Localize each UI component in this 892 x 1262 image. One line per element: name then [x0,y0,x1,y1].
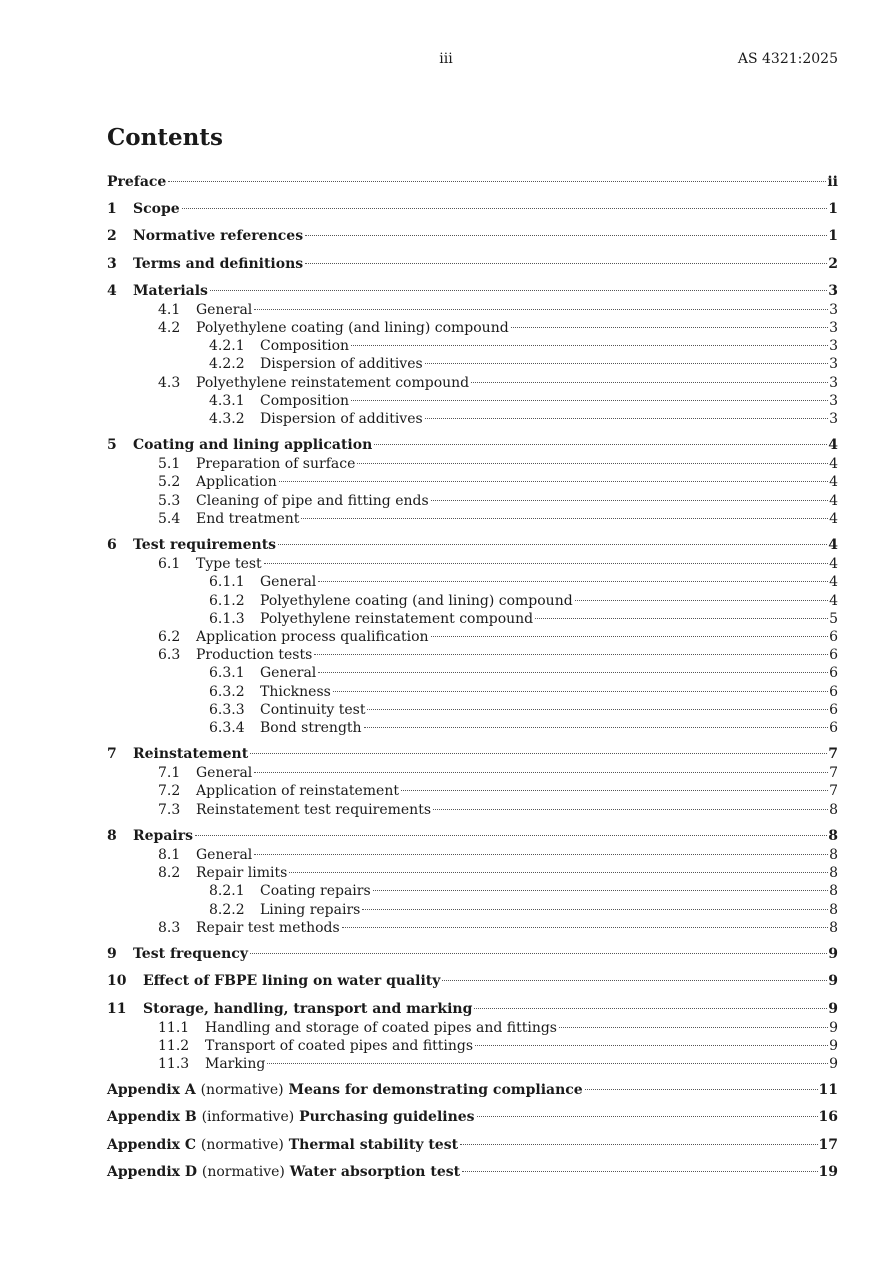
appendix-label: Appendix A [107,1082,196,1099]
toc-entry[interactable] [107,1108,838,1127]
toc-entry-page: 3 [829,319,838,336]
dot-leader [351,400,828,401]
toc-entry[interactable] [107,455,838,473]
toc-entry-page: 8 [829,901,838,918]
toc-entry-page: 9 [828,973,838,990]
toc-entry-title: Storage, handling, transport and marking [143,1000,473,1017]
toc-entry-page: 16 [818,1109,838,1126]
toc-entry[interactable] [107,610,838,628]
toc-entry-page: 4 [829,592,838,609]
toc-entry[interactable] [107,392,838,410]
page-number: iii [439,51,453,67]
toc-entry-title: Cleaning of pipe and fitting ends [196,492,429,509]
dot-leader [250,753,827,754]
toc-entry-page: 7 [828,746,838,763]
toc-entry-page: 9 [829,1019,838,1036]
toc-entry-number: 6.1.2 [209,592,245,609]
toc-entry-page: 19 [818,1163,838,1180]
toc-entry-title: Repairs [133,828,193,844]
toc-entry-number: 5.1 [158,456,181,473]
toc-entry[interactable] [107,1163,838,1182]
dot-leader [195,835,827,836]
toc-entry-page: 2 [828,255,838,272]
toc-entry-title: Polyethylene coating (and lining) compound [196,319,509,336]
dot-leader [357,463,828,464]
appendix-type: (normative) [200,1082,284,1099]
toc-entry[interactable] [107,282,838,301]
toc-entry-number: 11.2 [158,1037,190,1054]
toc-entry-page: 3 [829,301,838,318]
toc-entry[interactable] [107,945,838,964]
toc-entry[interactable] [107,782,838,800]
toc-entry-page: 3 [829,356,838,373]
toc-entry[interactable] [107,764,838,782]
toc-entry-number: 4 [107,282,117,299]
toc-entry-page: 4 [829,510,838,527]
toc-entry-page: 9 [829,1055,838,1072]
toc-entry-title: General [260,574,317,591]
dot-leader [305,263,827,264]
dot-leader [559,1027,828,1028]
toc-entry-page: 5 [829,610,838,627]
toc-entry-title: Terms and definitions [133,255,304,272]
appendix-label: Appendix C [107,1136,196,1153]
dot-leader [301,518,828,519]
toc-entry-title: Lining repairs [260,901,361,918]
toc-entry-title [107,1108,475,1127]
toc-entry[interactable] [107,592,838,610]
toc-entry[interactable] [107,683,838,701]
dot-leader [433,809,828,810]
toc-entry-title: Composition [260,392,350,409]
toc-entry-page: 9 [828,946,838,963]
toc-entry[interactable] [107,864,838,882]
toc-entry-page: 4 [829,474,838,491]
toc-entry-page: 4 [828,437,838,454]
toc-entry-title: Bond strength [260,719,362,736]
dot-leader [477,1116,818,1117]
toc-entry-number: 8.2.2 [209,901,245,918]
toc-entry-title: Reinstatement [133,746,249,763]
toc-entry[interactable] [107,492,838,510]
toc-entry-title: Thickness [260,683,331,700]
dot-leader [333,691,828,692]
dot-leader [431,636,829,637]
dot-leader [471,382,828,383]
toc-entry-number: 7.3 [158,801,181,818]
toc-entry-page: 6 [829,647,838,664]
toc-entry-title: Repair limits [196,865,288,882]
toc-entry[interactable] [107,555,838,573]
toc-entry[interactable] [107,846,838,864]
dot-leader [460,1144,817,1145]
toc-entry-page: 4 [829,456,838,473]
toc-entry-title: Test requirements [133,537,277,554]
appendix-title: Water absorption test [289,1163,461,1180]
dot-leader [585,1089,818,1090]
toc-entry-number: 4.3.1 [209,392,245,409]
toc-entry-number: 7 [107,746,117,763]
toc-entry-page: 7 [829,783,838,800]
toc-entry-page: 8 [829,883,838,900]
dot-leader [254,309,828,310]
dot-leader [264,563,828,564]
dot-leader [318,672,828,673]
toc-entry[interactable] [107,227,838,246]
toc-entry-number: 6.3 [158,647,181,664]
toc-entry-title: Repair test methods [196,919,340,936]
toc-entry-page: 7 [829,765,838,782]
toc-entry-title: Polyethylene coating (and lining) compound [260,592,573,609]
toc-entry-page: 4 [829,556,838,573]
toc-entry-title: Coating repairs [260,883,371,900]
toc-entry[interactable] [107,536,838,555]
toc-entry-number: 4.3.2 [209,410,245,427]
toc-entry-title: Dispersion of additives [260,410,423,427]
toc-entry[interactable] [107,410,838,428]
toc-entry[interactable] [107,573,838,591]
toc-entry-page: 4 [829,574,838,591]
dot-leader [254,772,828,773]
toc-entry-page: 6 [829,719,838,736]
dot-leader [362,909,828,910]
toc-entry[interactable] [107,827,838,846]
toc-entry-number: 8.2.1 [209,883,245,900]
toc-entry-title: Composition [260,338,350,355]
toc-entry-page: 9 [829,1037,838,1054]
toc-entry-title: Test frequency [133,946,248,963]
dot-leader [305,235,827,236]
toc-entry-number: 4.3 [158,374,181,391]
toc-entry-page: 3 [828,282,838,299]
dot-leader [474,1008,827,1009]
toc-entry-title: General [260,665,317,682]
toc-entry[interactable] [107,972,838,991]
toc-entry-page: 9 [828,1000,838,1017]
toc-entry-number: 7.2 [158,783,181,800]
toc-entry[interactable] [107,745,838,764]
toc-entry-number: 7.1 [158,765,181,782]
toc-entry-number: 5.4 [158,510,181,527]
toc-entry-number: 5 [107,437,117,454]
dot-leader [425,363,828,364]
toc-entry-page: 6 [829,701,838,718]
table-of-contents [107,173,838,1182]
dot-leader [575,600,828,601]
dot-leader [431,500,828,501]
toc-entry-number: 1 [107,201,117,218]
toc-entry[interactable] [107,355,838,373]
toc-entry[interactable] [107,646,838,664]
toc-entry[interactable] [107,919,838,937]
toc-entry[interactable] [107,719,838,737]
toc-entry-number: 4.1 [158,301,181,318]
toc-entry-page: 4 [829,492,838,509]
toc-entry[interactable] [107,255,838,274]
toc-entry-title: Effect of FBPE lining on water quality [143,973,441,990]
toc-entry-number: 8.2 [158,865,181,882]
toc-entry-title: General [196,765,253,782]
toc-entry[interactable] [107,1037,838,1055]
toc-entry-number: 11.3 [158,1055,190,1072]
dot-leader [210,290,827,291]
toc-entry-title: Application [196,474,277,491]
toc-entry-title: Scope [133,201,180,218]
dot-leader [250,953,827,954]
standard-designation: AS 4321:2025 [737,51,838,67]
toc-entry-number: 6 [107,537,117,554]
toc-entry-number: 4.2 [158,319,181,336]
toc-entry-title: Production tests [196,647,313,664]
appendix-title: Thermal stability test [288,1136,459,1153]
toc-entry-number: 5.3 [158,492,181,509]
toc-entry-page: 8 [829,919,838,936]
toc-entry-number: 4.2.1 [209,338,245,355]
toc-entry-number: 8 [107,828,117,844]
dot-leader [342,927,828,928]
toc-entry-number: 11 [107,1000,127,1017]
toc-entry-title: Polyethylene reinstatement compound [260,610,534,627]
dot-leader [462,1171,817,1172]
toc-entry-number: 5.2 [158,474,181,491]
dot-leader [278,544,827,545]
dot-leader [267,1063,828,1064]
appendix-label: Appendix D [107,1163,197,1180]
toc-entry[interactable] [107,173,838,192]
dot-leader [168,181,826,182]
toc-entry-page: 11 [818,1082,838,1099]
toc-entry[interactable] [107,1019,838,1037]
toc-entry-number: 6.1.3 [209,610,245,627]
toc-entry-title: Marking [205,1055,266,1072]
toc-entry[interactable] [107,1136,838,1155]
dot-leader [373,890,828,891]
toc-entry-title: Continuity test [260,701,366,718]
toc-entry[interactable] [107,337,838,355]
toc-entry[interactable] [107,200,838,219]
toc-entry-page: 3 [829,392,838,409]
toc-entry-title: Preparation of surface [196,456,356,473]
dot-leader [318,581,828,582]
toc-entry[interactable] [107,301,838,319]
dot-leader [401,790,828,791]
dot-leader [475,1045,828,1046]
toc-entry-title: General [196,301,253,318]
toc-entry[interactable] [107,801,838,819]
toc-entry-page: 8 [829,865,838,882]
toc-entry-page: 8 [829,847,838,863]
dot-leader [442,980,827,981]
dot-leader [367,709,828,710]
toc-entry-number: 6.1.1 [209,574,245,591]
toc-entry-title: Materials [133,282,208,299]
toc-entry-number: 6.3.1 [209,665,245,682]
toc-entry-page: 8 [828,828,838,844]
dot-leader [289,872,828,873]
dot-leader [182,208,828,209]
dot-leader [535,618,828,619]
toc-entry-page: 4 [828,537,838,554]
toc-entry-title: Coating and lining application [133,437,373,454]
toc-entry-number: 6.3.4 [209,719,245,736]
toc-entry-page: 6 [829,665,838,682]
toc-entry[interactable] [107,319,838,337]
appendix-type: (normative) [200,1136,284,1153]
appendix-title: Means for demonstrating compliance [288,1082,583,1099]
page-title: Contents [107,124,223,151]
toc-entry[interactable] [107,374,838,392]
toc-entry-title: Polyethylene reinstatement compound [196,374,470,391]
toc-entry-title: Dispersion of additives [260,356,423,373]
toc-entry-title: End treatment [196,510,300,527]
toc-entry-title: Handling and storage of coated pipes and fittings [205,1019,557,1036]
toc-entry-number: 3 [107,255,117,272]
toc-entry-page: 3 [829,374,838,391]
toc-entry-number: 8.3 [158,919,181,936]
toc-entry[interactable] [107,882,838,900]
toc-entry-title: Transport of coated pipes and fittings [205,1037,474,1054]
toc-entry-page: 6 [829,683,838,700]
toc-entry-page: 6 [829,628,838,645]
toc-entry-number: 11.1 [158,1019,190,1036]
toc-entry-title: Reinstatement test requirements [196,801,432,818]
toc-entry-title [107,1163,460,1182]
dot-leader [351,345,828,346]
toc-entry[interactable] [107,1081,838,1100]
toc-entry-number: 10 [107,973,127,990]
toc-entry-page: 17 [818,1136,838,1153]
toc-entry-title: Application process qualification [196,628,429,645]
toc-entry[interactable] [107,1000,838,1019]
toc-entry-title: Normative references [133,228,304,245]
appendix-type: (informative) [201,1109,295,1126]
toc-entry-page: 8 [829,801,838,818]
toc-entry-page: 1 [828,228,838,245]
toc-entry-number: 6.3.3 [209,701,245,718]
appendix-type: (normative) [201,1163,285,1180]
toc-entry-page: 1 [828,201,838,218]
toc-entry[interactable] [107,473,838,491]
dot-leader [254,854,828,855]
toc-entry-title: Preface [107,174,167,190]
toc-entry-number: 4.2.2 [209,356,245,373]
dot-leader [511,327,828,328]
toc-entry-title: Application of reinstatement [196,783,399,800]
dot-leader [364,727,829,728]
appendix-title: Purchasing guidelines [299,1109,475,1126]
toc-entry-page: ii [827,174,838,190]
dot-leader [425,418,828,419]
toc-entry-page: 3 [829,338,838,355]
toc-entry[interactable] [107,1055,838,1073]
toc-entry[interactable] [107,901,838,919]
toc-entry-number: 6.1 [158,556,181,573]
toc-entry[interactable] [107,701,838,719]
toc-entry-number: 9 [107,946,117,963]
toc-entry-title [107,1136,458,1155]
toc-entry-number: 6.3.2 [209,683,245,700]
dot-leader [279,481,828,482]
toc-entry-title [107,1081,583,1100]
dot-leader [314,654,828,655]
toc-entry-number: 6.2 [158,628,181,645]
toc-entry-page: 3 [829,410,838,427]
toc-entry[interactable] [107,436,838,455]
toc-entry-title: Type test [196,556,262,573]
toc-entry[interactable] [107,664,838,682]
appendix-label: Appendix B [107,1109,197,1126]
toc-entry-title: General [196,847,253,863]
toc-entry-number: 2 [107,228,117,245]
toc-entry[interactable] [107,510,838,528]
toc-entry-number: 8.1 [158,847,181,863]
toc-entry[interactable] [107,628,838,646]
dot-leader [374,444,827,445]
